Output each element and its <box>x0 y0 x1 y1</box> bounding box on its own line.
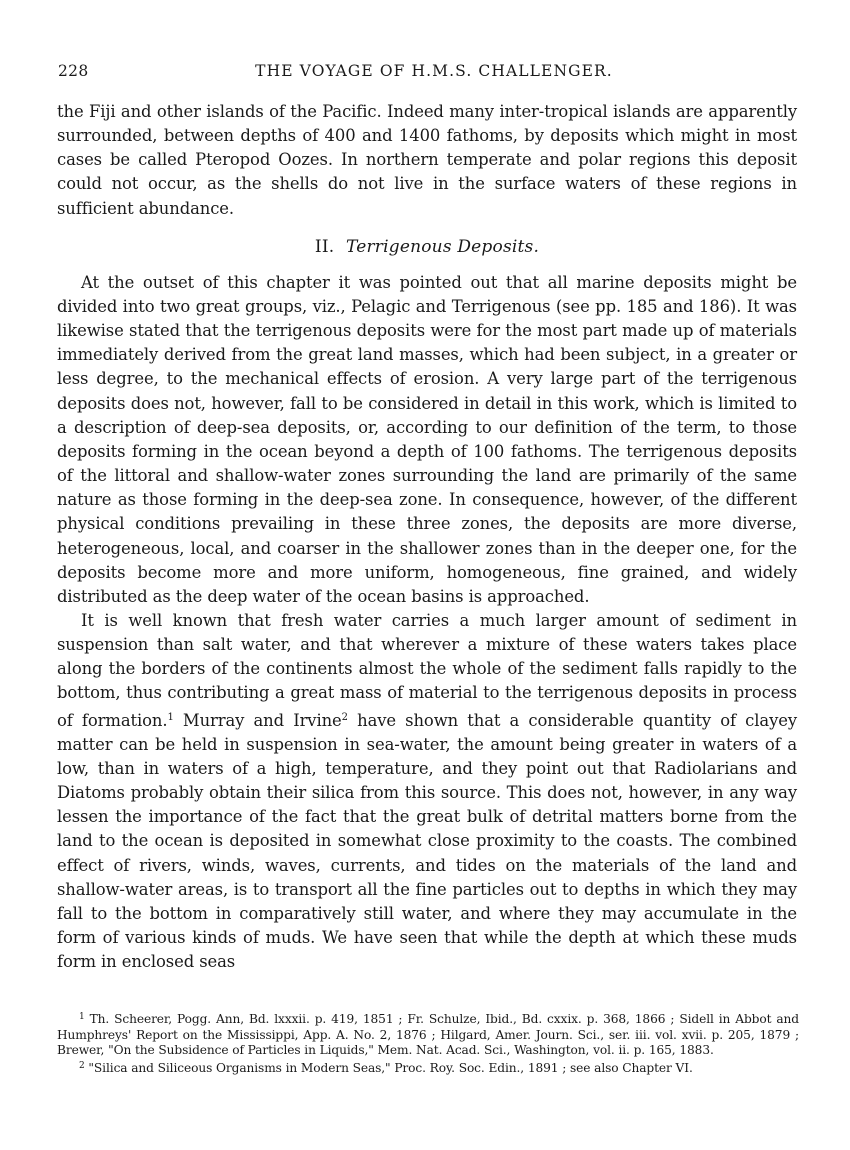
paragraph-2-part-c: have shown that a considerable quantity of clayey matter can be held in suspension in sea-water, the amount being greater in waters of a low, than in waters of a high, temperature, and they point out that Radiolarians and Diatoms probably obtain their silica from this source. This does not, however, in any way lessen the importance of the fact that the great bulk of detrital matters borne from the land to the ocean is deposited in somewhat close proximity to the coasts. The combined effect of rivers, winds, waves, currents, and tides on the materials of the land and shallow-water areas, is to transport all the fine particles out to depths in which they may fall to the bottom in comparatively still water, and where they may accumulate in the form of various kinds of muds. We have seen that while the depth at which these muds form in enclosed seas <box>57 710 797 972</box>
paragraph-2 <box>57 609 797 974</box>
section-heading <box>57 223 797 271</box>
paragraph-continuation: the Fiji and other islands of the Pacific. Indeed many inter-tropical islands are apparently surrounded, between depths of 400 and 1400 fathoms, by deposits which might in most cases be called Pteropod Oozes. In northern temperate and polar regions this deposit could not occur, as the shells do not live in the surface waters of these regions in sufficient abundance. <box>57 102 797 218</box>
section-title: Terrigenous Deposits. <box>345 236 540 257</box>
paragraph-2-part-b: Murray and Irvine <box>173 710 342 730</box>
running-title: THE VOYAGE OF H.M.S. CHALLENGER. <box>255 62 613 80</box>
footnote-ref-2[interactable]: 2 <box>341 711 348 723</box>
footnote-2-mark: 2 <box>79 1060 85 1071</box>
paragraph-2-part-a: It is well known that fresh water carries a much larger amount of sediment in suspension than salt water, and that wherever a mixture of these waters takes place along the borders of the continents almost the whole of the sediment falls rapidly to the bottom, thus contributing a great mass of material to the terrigenous deposits in process of formation. <box>57 610 797 730</box>
footnote-2 <box>57 1059 799 1077</box>
page-number: 228 <box>58 62 89 80</box>
page-header <box>58 62 790 86</box>
footnote-ref-1[interactable]: 1 <box>167 711 174 723</box>
body-text <box>57 100 797 974</box>
footnote-1-mark: 1 <box>79 1012 85 1022</box>
section-number: II. <box>314 236 335 257</box>
footnote-1-text: Th. Scheerer, Pogg. Ann, Bd. lxxxii. p. 419, 1851 ; Fr. Schulze, Ibid., Bd. cxxix. p. 368, 1866 ; Sidell in Abbot and Humphreys' Report on the Mississippi, App. A. No. 2, 1876 ; Hilgard, Amer. Journ. Sci., ser. iii. vol. xvii. p. 205, 1879 ; Brewer, "On the Subsidence of Particles in Liquids," Mem. Nat. Acad. Sci., Washington, vol. ii. p. 165, 1883. <box>57 1012 799 1058</box>
footnotes <box>57 1010 799 1076</box>
footnote-1 <box>57 1010 799 1059</box>
paragraph-1: At the outset of this chapter it was pointed out that all marine deposits might be divided into two great groups, viz., Pelagic and Terrigenous (see pp. 185 and 186). It was likewise stated that the terrigenous deposits were for the most part made up of materials immediately derived from the great land masses, which had been subject, in a greater or less degree, to the mechanical effects of erosion. A very large part of the terrigenous deposits does not, however, fall to be considered in detail in this work, which is limited to a description of deep-sea deposits, or, according to our definition of the term, to those deposits forming in the ocean beyond a depth of 100 fathoms. The terrigenous deposits of the littoral and shallow-water zones surrounding the land are primarily of the same nature as those forming in the deep-sea zone. In consequence, however, of the different physical conditions prevailing in these three zones, the deposits are more diverse, heterogeneous, local, and coarser in the shallower zones than in the deeper one, for the deposits become more and more uniform, homogeneous, fine grained, and widely distributed as the deep water of the ocean basins is approached. <box>57 272 797 606</box>
footnote-2-text: "Silica and Siliceous Organisms in Modern Seas," Proc. Roy. Soc. Edin., 1891 ; see also Chapter VI. <box>88 1060 693 1075</box>
